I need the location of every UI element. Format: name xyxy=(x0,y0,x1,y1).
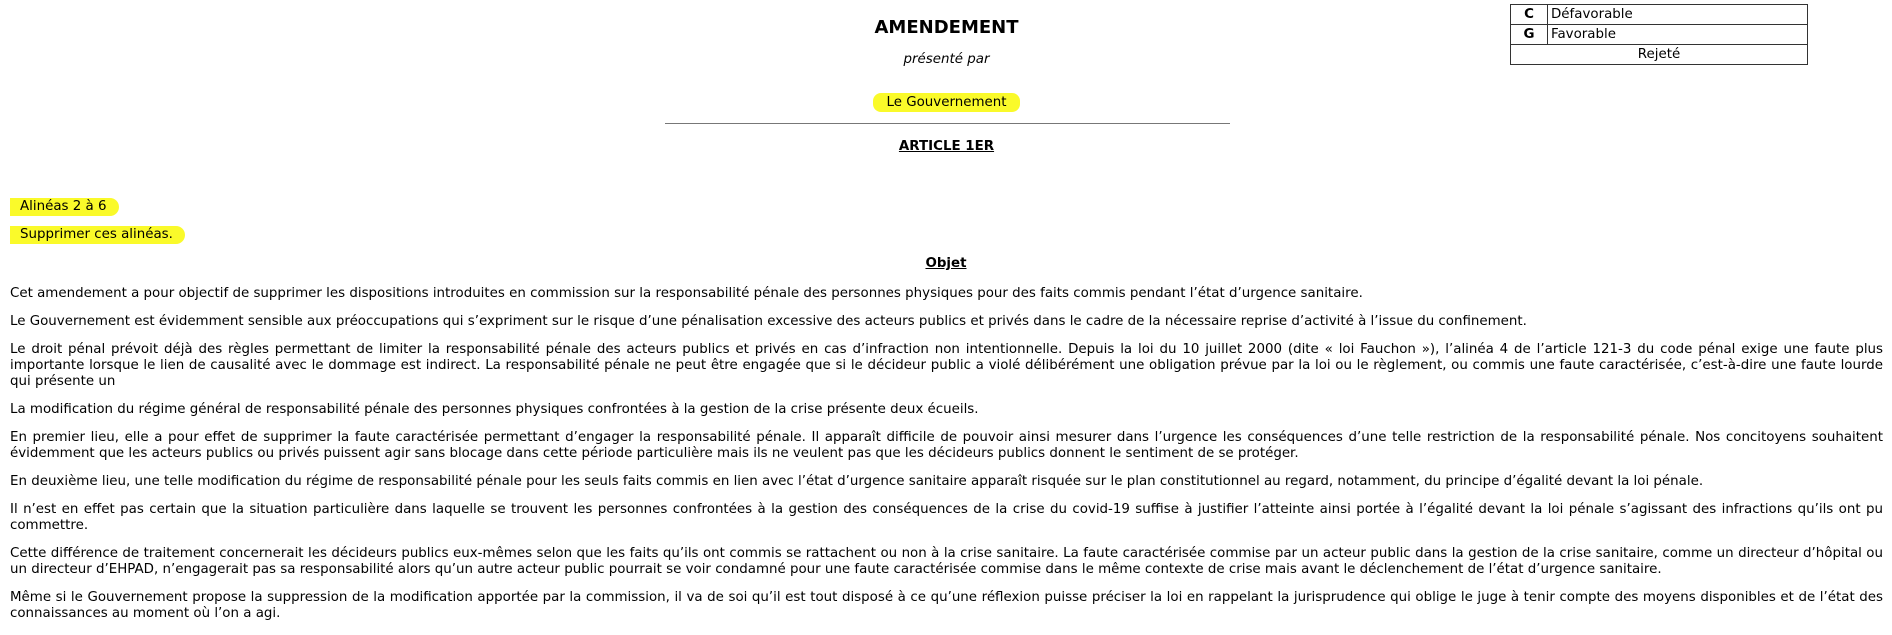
alineas-reference xyxy=(0,198,129,216)
objet-paragraph: Cet amendement a pour objectif de supprimer les dispositions introduites en commission sur la responsabilité pénale des personnes physiques pour des faits commis pendant l’état d’urgence sanitaire. xyxy=(10,286,1363,301)
objet-paragraph: Cette différence de traitement concernerait les décideurs publics eux-mêmes selon que les faits qu’ils ont commis se rattachent ou non à la crise sanitaire. La faute caractérisée commise par un acteur public dans la gestion de la crise sanitaire, comme un directeur d’hôpital ou un directeur d’EHPAD, n’engagerait pas sa responsabilité alors qu’un autre acteur public pourrait se voir condamné pour une faute caractérisée commise dans le même contexte de crise mais avant le déclenchement de l’état d’urgence sanitaire. xyxy=(10,546,1883,577)
objet-body xyxy=(10,286,1883,634)
objet-paragraph: La modification du régime général de responsabilité pénale des personnes physiques confrontées à la gestion de la crise présente deux écueils. xyxy=(10,402,979,417)
objet-paragraph: Le Gouvernement est évidemment sensible aux préoccupations qui s’expriment sur le risque d’une pénalisation excessive des acteurs publics et privés dans le cadre de la nécessaire reprise d’activité à l’issue du confinement. xyxy=(10,314,1527,329)
author-line xyxy=(665,95,1228,111)
vote-label: Favorable xyxy=(1548,25,1808,45)
objet-paragraph: En premier lieu, elle a pour effet de supprimer la faute caractérisée permettant d’engager la responsabilité pénale. Il apparaît difficile de pouvoir ainsi mesurer dans l’urgence les conséquences d’une telle restriction de la responsabilité pénale. Nos concitoyens souhaitent évidemment que les acteurs publics ou privés puissent agir sans blocage dans cette période particulière mais ils ne veulent pas que les décideurs publics donnent le sentiment de se protéger. xyxy=(10,430,1883,461)
vote-result-table xyxy=(1510,4,1808,65)
header-divider xyxy=(665,123,1230,124)
objet-paragraph: Même si le Gouvernement propose la suppression de la modification apportée par la commission, il va de soi qu’il est tout disposé à ce qu’une réflexion puisse préciser la loi en rappelant la jurisprudence qui oblige le juge à tenir compte des moyens disponibles et de l’état des connaissances au moment où l’on a agi. xyxy=(10,590,1883,621)
vote-label: Défavorable xyxy=(1548,5,1808,25)
objet-paragraph: Il n’est en effet pas certain que la situation particulière dans laquelle se trouvent les personnes confrontées à la gestion des conséquences de la crise du covid-19 suffise à justifier l’atteinte ainsi portée à l’égalité devant la loi pénale s’agissant des infractions qu’ils ont pu commettre. xyxy=(10,502,1883,533)
amendment-action-text: Supprimer ces alinéas. xyxy=(10,226,185,244)
vote-row xyxy=(1511,5,1808,25)
vote-code: G xyxy=(1511,25,1548,45)
document-subtitle: présenté par xyxy=(903,52,990,67)
vote-row xyxy=(1511,25,1808,45)
document-title: AMENDEMENT xyxy=(874,17,1019,38)
objet-heading: Objet xyxy=(925,256,967,271)
objet-paragraph: Le droit pénal prévoit déjà des règles permettant de limiter la responsabilité pénale des acteurs publics et privés en cas d’infraction non intentionnelle. Depuis la loi du 10 juillet 2000 (dite « loi Fauchon »), l’alinéa 4 de l’article 121-3 du code pénal exige une faute plus importante lorsque le lien de causalité avec le dommage est indirect. La responsabilité pénale ne peut être engagée que si le décideur public a violé délibérément une obligation prévue par la loi ou le règlement, ou commis une faute caractérisée, c’est-à-dire une faute lourde qui présente un xyxy=(10,342,1883,389)
vote-code: C xyxy=(1511,5,1548,25)
vote-result: Rejeté xyxy=(1511,45,1808,65)
article-heading: ARTICLE 1ER xyxy=(898,139,995,154)
alineas-text: Alinéas 2 à 6 xyxy=(10,198,119,216)
author-name: Le Gouvernement xyxy=(873,93,1021,112)
vote-result-row xyxy=(1511,45,1808,65)
amendment-action xyxy=(0,226,195,244)
objet-paragraph: En deuxième lieu, une telle modification du régime de responsabilité pénale pour les seuls faits commis en lien avec l’état d’urgence sanitaire apparaît risquée sur le plan constitutionnel au regard, notamment, du principe d’égalité devant la loi pénale. xyxy=(10,474,1704,489)
